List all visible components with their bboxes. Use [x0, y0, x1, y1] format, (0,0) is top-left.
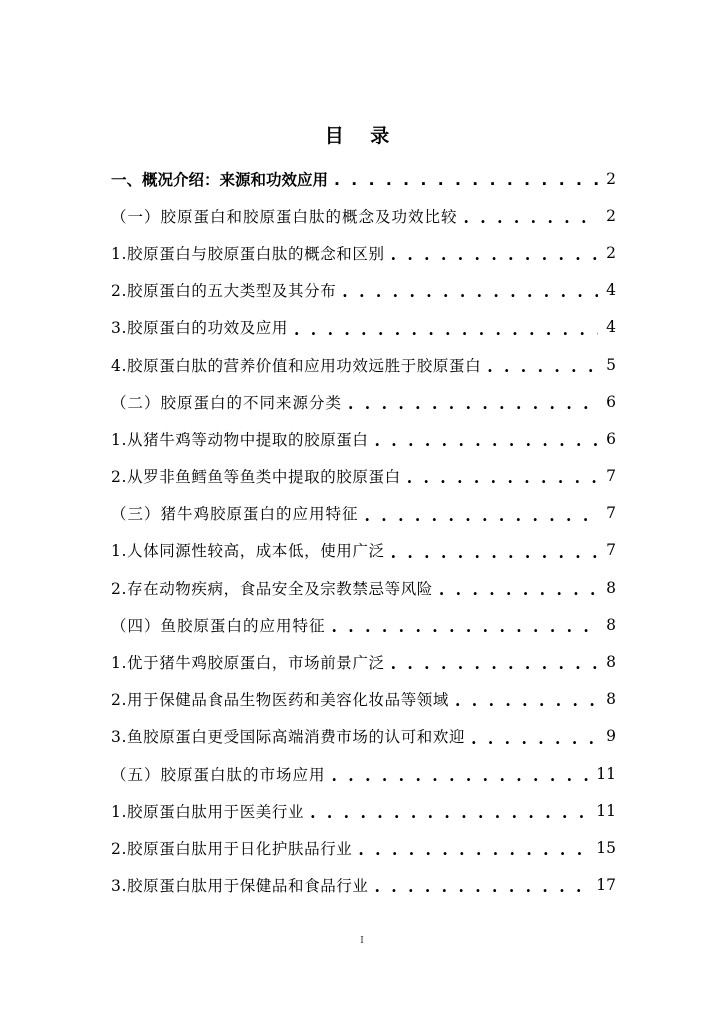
toc-entry[interactable]	[111, 643, 616, 680]
toc-entry[interactable]	[111, 197, 616, 234]
toc-entry-label: （二）胶原蛋白的不同来源分类	[111, 393, 343, 412]
toc-entry-page-number: 7	[606, 541, 616, 560]
toc-entry-label: 1.从猪牛鸡等动物中提取的胶原蛋白	[111, 430, 369, 449]
table-of-contents	[111, 160, 616, 904]
toc-entry-page-number: 11	[596, 801, 616, 820]
toc-entry[interactable]	[111, 532, 616, 569]
toc-entry-label: （一）胶原蛋白和胶原蛋白肽的概念及功效比较	[111, 207, 458, 226]
toc-dot-leader	[294, 322, 598, 338]
toc-entry-label: 1.胶原蛋白肽用于医美行业	[111, 802, 305, 821]
toc-dot-leader	[334, 173, 598, 189]
toc-entry[interactable]	[111, 309, 616, 346]
toc-entry-page-number: 2	[606, 169, 616, 188]
toc-entry[interactable]	[111, 458, 616, 495]
toc-entry[interactable]	[111, 867, 616, 904]
toc-entry[interactable]	[111, 681, 616, 718]
toc-entry-page-number: 8	[606, 578, 616, 597]
toc-entry[interactable]	[111, 829, 616, 866]
toc-dot-leader	[375, 433, 599, 449]
footer-page-number: I	[360, 936, 364, 946]
toc-dot-leader	[407, 470, 598, 486]
page-title: 目 录	[324, 125, 400, 147]
toc-dot-leader	[471, 731, 598, 747]
toc-dot-leader	[358, 842, 590, 858]
toc-entry-label: 2.胶原蛋白的五大类型及其分布	[111, 282, 337, 301]
toc-entry-label: 1.人体同源性较高，成本低，使用广泛	[111, 542, 385, 561]
toc-entry[interactable]	[111, 495, 616, 532]
toc-dot-leader	[464, 210, 598, 226]
toc-entry-page-number: 5	[606, 355, 616, 374]
toc-dot-leader	[439, 582, 598, 598]
toc-entry-label: （四）鱼胶原蛋白的应用特征	[111, 616, 326, 635]
toc-entry[interactable]	[111, 420, 616, 457]
toc-entry-label: （三）猪牛鸡胶原蛋白的应用特征	[111, 505, 359, 524]
toc-entry[interactable]	[111, 606, 616, 643]
toc-entry-label: 3.鱼胶原蛋白更受国际高端消费市场的认可和欢迎	[111, 728, 466, 747]
toc-entry-label: 3.胶原蛋白肽用于保健品和食品行业	[111, 877, 369, 896]
toc-entry-page-number: 2	[606, 206, 616, 225]
toc-dot-leader	[375, 879, 591, 895]
toc-entry[interactable]	[111, 792, 616, 829]
toc-entry-label: 1.胶原蛋白与胶原蛋白肽的概念和区别	[111, 244, 385, 263]
toc-entry-page-number: 17	[596, 876, 616, 895]
toc-entry-page-number: 11	[596, 764, 616, 783]
toc-entry-page-number: 6	[606, 392, 616, 411]
toc-entry-label: 2.存在动物疾病，食品安全及宗教禁忌等风险	[111, 579, 433, 598]
toc-entry[interactable]	[111, 346, 616, 383]
toc-entry-label: （五）胶原蛋白肽的市场应用	[111, 765, 326, 784]
toc-dot-leader	[332, 768, 591, 784]
toc-entry-page-number: 8	[606, 653, 616, 672]
toc-entry-label: 一、概况介绍：来源和功效应用	[111, 170, 329, 189]
toc-entry[interactable]	[111, 160, 616, 197]
toc-dot-leader	[391, 247, 598, 263]
toc-dot-leader	[310, 805, 590, 821]
toc-entry[interactable]	[111, 272, 616, 309]
toc-dot-leader	[348, 396, 598, 412]
toc-entry-page-number: 9	[606, 727, 616, 746]
toc-entry[interactable]	[111, 755, 616, 792]
toc-entry-label: 1.优于猪牛鸡胶原蛋白，市场前景广泛	[111, 654, 385, 673]
toc-dot-leader	[342, 284, 598, 300]
toc-dot-leader	[365, 508, 598, 524]
toc-entry-label: 2.从罗非鱼鳕鱼等鱼类中提取的胶原蛋白	[111, 468, 401, 487]
toc-entry-label: 4.胶原蛋白肽的营养价值和应用功效远胜于胶原蛋白	[111, 356, 482, 375]
toc-entry-page-number: 7	[606, 467, 616, 486]
toc-entry[interactable]	[111, 234, 616, 271]
toc-entry-page-number: 15	[596, 838, 616, 857]
toc-dot-leader	[332, 619, 598, 635]
toc-entry-label: 2.用于保健品食品生物医药和美容化妆品等领域	[111, 691, 449, 710]
toc-entry-page-number: 6	[606, 429, 616, 448]
toc-entry-page-number: 2	[606, 243, 616, 262]
toc-dot-leader	[391, 656, 598, 672]
toc-entry-page-number: 8	[606, 615, 616, 634]
toc-entry[interactable]	[111, 718, 616, 755]
toc-entry-label: 3.胶原蛋白的功效及应用	[111, 319, 288, 338]
toc-dot-leader	[391, 545, 598, 561]
toc-dot-leader	[455, 693, 598, 709]
toc-entry[interactable]	[111, 383, 616, 420]
toc-entry-label: 2.胶原蛋白肽用于日化护肤品行业	[111, 839, 353, 858]
toc-entry-page-number: 4	[606, 281, 616, 300]
toc-entry-page-number: 4	[606, 318, 616, 337]
toc-entry-page-number: 8	[606, 690, 616, 709]
toc-entry[interactable]	[111, 569, 616, 606]
toc-dot-leader	[487, 359, 598, 375]
toc-entry-page-number: 7	[606, 504, 616, 523]
